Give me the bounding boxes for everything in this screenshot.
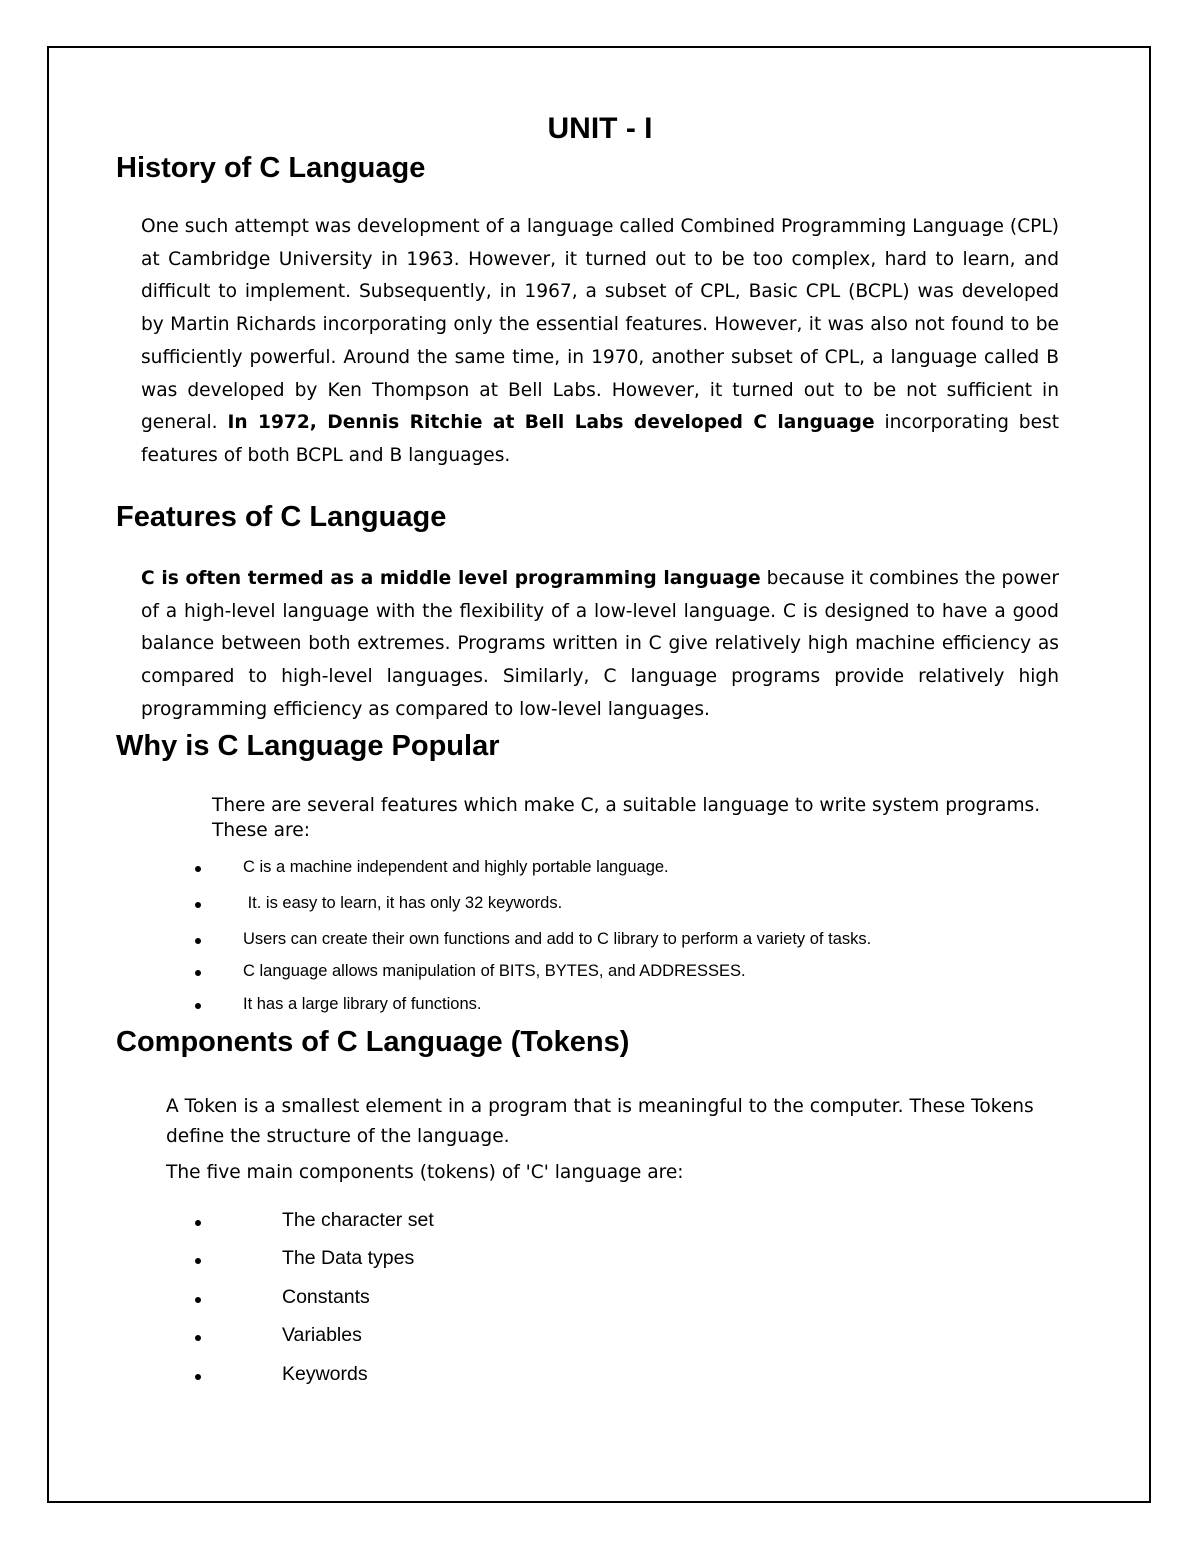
bullet-icon	[195, 866, 201, 872]
list-item: C is a machine independent and highly portable language.	[243, 858, 669, 876]
list-item: It. is easy to learn, it has only 32 keywords.	[243, 894, 563, 912]
bullet-icon	[195, 1374, 201, 1380]
features-paragraph	[141, 563, 1059, 727]
history-text-tail: incorporating best features of both BCPL and B languages.	[141, 412, 1059, 466]
features-text: because it combines the power of a high-level language with the flexibility of a low-level language. C is designed to have a good balance between both extremes. Programs written in C give relatively high machine efficiency as compared to high-level languages. Similarly, C language programs provide relatively high programming efficiency as compared to low-level languages.	[141, 568, 1059, 720]
bullet-icon	[195, 1297, 201, 1303]
list-item: Users can create their own functions and add to C library to perform a variety of tasks.	[243, 930, 872, 948]
list-item: The Data types	[282, 1247, 415, 1269]
components-intro-line1: A Token is a smallest element in a program that is meaningful to the computer. These Tokens	[166, 1096, 1034, 1117]
bullet-icon	[195, 1258, 201, 1264]
bullet-icon	[195, 970, 201, 976]
history-paragraph	[141, 211, 1059, 473]
unit-title: UNIT - I	[547, 112, 653, 145]
bullet-icon	[195, 902, 201, 908]
list-item: C language allows manipulation of BITS, BYTES, and ADDRESSES.	[243, 962, 746, 980]
list-item: Keywords	[282, 1363, 368, 1385]
history-text: One such attempt was development of a language called Combined Programming Language (CPL) at Cambridge University in 1963. However, it turned out to be too complex, hard to learn, and difficult to implement. Subsequently, in 1967, a subset of CPL, Basic CPL (BCPL) was developed by Martin Richards incorporating only the essential features. However, it was also not found to be sufficiently powerful. Around the same time, in 1970, another subset of CPL, a language called B was developed by Ken Thompson at Bell Labs. However, it turned out to be not sufficient in general.	[141, 216, 1059, 434]
history-heading: History of C Language	[116, 152, 426, 184]
list-item: It has a large library of functions.	[243, 995, 482, 1013]
features-text-bold: C is often termed as a middle level programming language	[141, 568, 761, 589]
list-item: Constants	[282, 1286, 370, 1308]
bullet-icon	[195, 1003, 201, 1009]
bullet-icon	[195, 938, 201, 944]
popular-intro-line1: There are several features which make C, a suitable language to write system programs.	[212, 795, 1041, 816]
popular-heading: Why is C Language Popular	[116, 730, 500, 762]
bullet-icon	[195, 1335, 201, 1341]
components-heading: Components of C Language (Tokens)	[116, 1026, 630, 1058]
popular-intro-line2: These are:	[212, 820, 310, 841]
list-item: Variables	[282, 1324, 362, 1346]
components-intro-line3: The five main components (tokens) of 'C' language are:	[166, 1162, 684, 1183]
features-heading: Features of C Language	[116, 501, 447, 533]
components-intro-line2: define the structure of the language.	[166, 1126, 510, 1147]
history-text-bold: In 1972, Dennis Ritchie at Bell Labs developed C language	[227, 412, 875, 434]
bullet-icon	[195, 1220, 201, 1226]
list-item: The character set	[282, 1209, 434, 1231]
